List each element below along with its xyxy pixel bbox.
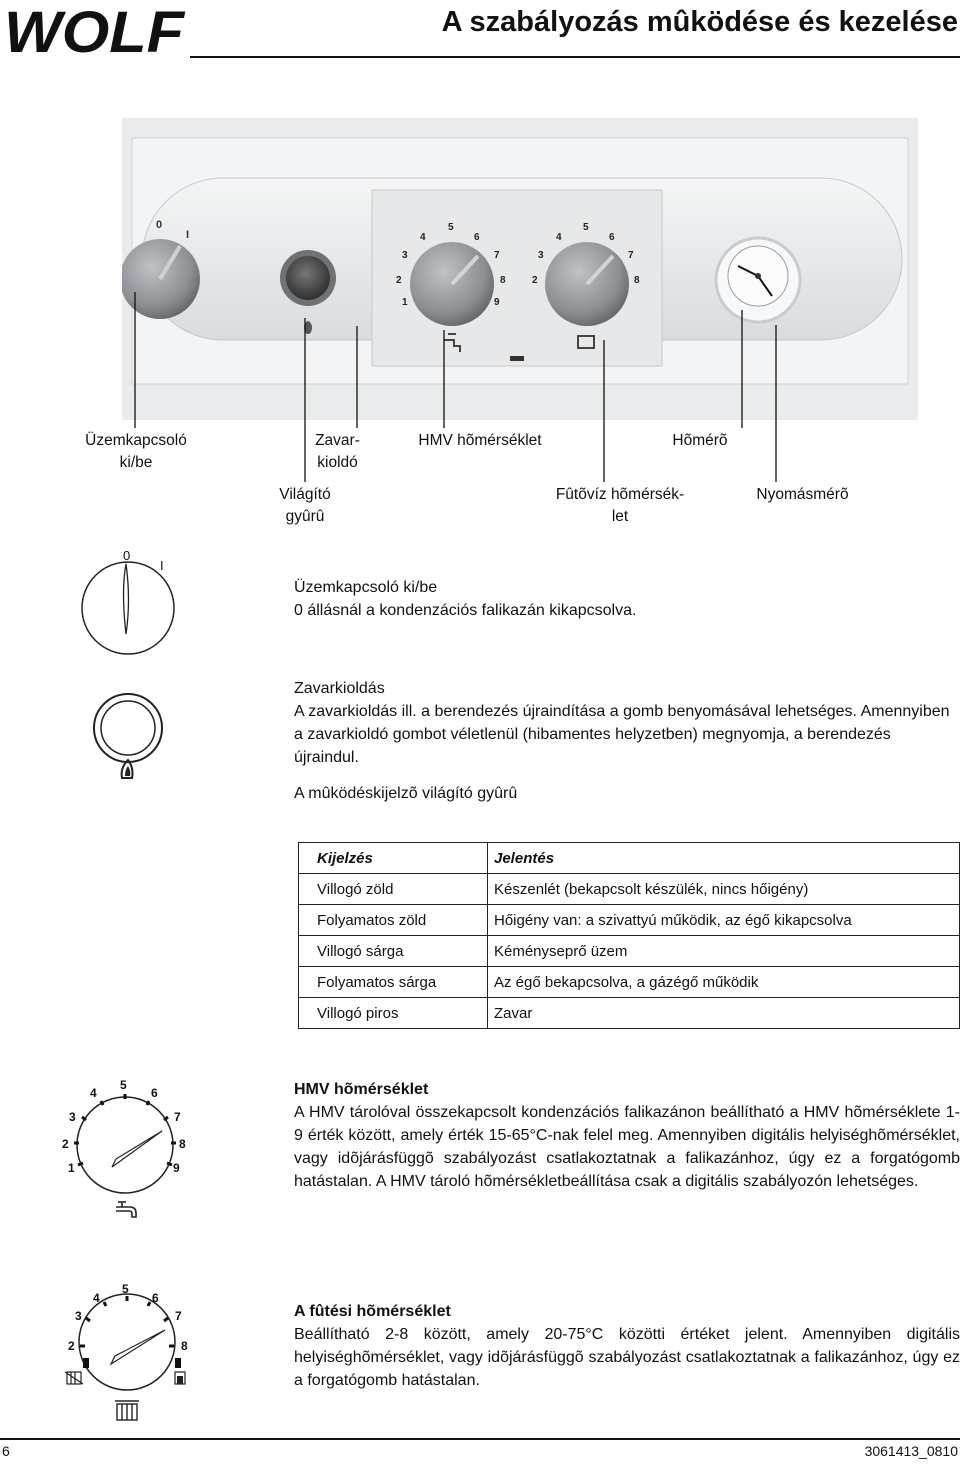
- dhw-dial-label-9: 9: [173, 1161, 180, 1175]
- title-rule: [190, 56, 960, 58]
- control-panel-photo: [122, 118, 918, 420]
- svg-text:6: 6: [609, 232, 615, 243]
- switch-label-0: 0: [123, 548, 131, 563]
- switch-title: Üzemkapcsoló ki/be: [294, 579, 438, 596]
- dhw-dial-label-3: 3: [69, 1110, 76, 1124]
- svg-text:9: 9: [494, 297, 500, 308]
- thermometer-gauge-photo: [716, 238, 800, 322]
- table-cell-meaning: Zavar: [488, 998, 960, 1029]
- main-switch-diagram: [70, 540, 200, 660]
- svg-text:8: 8: [634, 275, 640, 286]
- table-row: [299, 967, 960, 998]
- dhw-dial-label-5: 5: [120, 1078, 127, 1092]
- page-number: 6: [2, 1443, 10, 1459]
- svg-text:I: I: [186, 229, 190, 241]
- svg-text:5: 5: [583, 222, 589, 233]
- ring-title: A mûködéskijelzõ világító gyûrû: [294, 785, 518, 802]
- heating-title: A fûtési hõmérséklet: [294, 1303, 451, 1320]
- tap-icon: [116, 1202, 136, 1217]
- radiator-icon: [115, 1401, 139, 1420]
- table-header-row: [299, 843, 960, 874]
- table-cell-meaning: Hőigény van: a szivattyú működik, az égő kikapcsolva: [488, 905, 960, 936]
- callout-heating-temp: Fûtõvíz hõmérsék- let: [555, 486, 685, 525]
- svg-text:7: 7: [494, 250, 500, 261]
- callout-pressure-gauge: Nyomásmérõ: [756, 486, 849, 503]
- dhw-dial-label-1: 1: [68, 1161, 75, 1175]
- dhw-dial-label-6: 6: [151, 1086, 158, 1100]
- svg-text:3: 3: [402, 250, 408, 261]
- table-header-indication: Kijelzés: [299, 843, 488, 874]
- reset-section-text: [294, 677, 960, 769]
- svg-text:8: 8: [500, 275, 506, 286]
- table-row: [299, 905, 960, 936]
- svg-text:WOLF: WOLF: [4, 0, 186, 58]
- table-cell-indication: Villogó zöld: [299, 874, 488, 905]
- heating-dial-label-5: 5: [122, 1282, 129, 1296]
- heating-dial-label-4: 4: [93, 1291, 100, 1305]
- callout-reset: Zavar- kioldó: [315, 432, 360, 471]
- callout-thermometer: Hõmérõ: [672, 432, 728, 449]
- switch-section-text: [294, 576, 934, 622]
- heating-dial-label-7: 7: [175, 1309, 182, 1323]
- callout-light-ring: Világító gyûrû: [279, 486, 331, 525]
- table-cell-indication: Folyamatos sárga: [299, 967, 488, 998]
- switch-label-1: I: [160, 558, 164, 573]
- dhw-dial-diagram: [50, 1075, 200, 1235]
- svg-text:6: 6: [474, 232, 480, 243]
- table-cell-indication: Folyamatos zöld: [299, 905, 488, 936]
- heating-dial-label-3: 3: [75, 1309, 82, 1323]
- dhw-description: A HMV tárolóval összekapcsolt kondenzációs falikazánon beállítható a HMV hõmérséklete 1-9 érték között, amely érték 15-65°C-nak felel meg. Amennyiben digitális helyiséghõmérséklet, vagy idõjárásfüggõ szabályozást csatlakoztatnak a falikazánhoz, úgy ez a forgatógomb hatástalan. A HMV tároló hõmérsékletbeállítása csak a digitális szabályozón lehetséges.: [294, 1104, 960, 1190]
- dhw-dial-label-2: 2: [62, 1137, 69, 1151]
- svg-text:2: 2: [532, 275, 538, 286]
- svg-text:5: 5: [448, 222, 454, 233]
- reset-button-diagram: [80, 686, 180, 786]
- dhw-dial-label-4: 4: [90, 1086, 97, 1100]
- chimney-sweep-icon: [175, 1372, 185, 1384]
- reset-title: Zavarkioldás: [294, 680, 385, 697]
- switch-description: 0 állásnál a kondenzációs falikazán kikapcsolva.: [294, 602, 637, 619]
- heating-description: Beállítható 2-8 között, amely 20-75°C közötti értéket jelent. Amennyiben digitális helyiséghõmérséklet, vagy idõjárásfüggõ szabályozást csatlakoztatnak a falikazánhoz, úgy ez a forgatógomb hatástalan.: [294, 1326, 960, 1389]
- table-cell-meaning: Kéményseprő üzem: [488, 936, 960, 967]
- heating-dial-diagram: [55, 1280, 205, 1425]
- table-cell-indication: Villogó piros: [299, 998, 488, 1029]
- document-code: 3061413_0810: [864, 1443, 958, 1459]
- page-title: A szabályozás mûködése és kezelése: [441, 6, 958, 38]
- heating-dial-label-8: 8: [181, 1339, 188, 1353]
- table-cell-meaning: Az égő bekapcsolva, a gázégő működik: [488, 967, 960, 998]
- svg-text:4: 4: [556, 232, 562, 243]
- dhw-section-text: [294, 1078, 960, 1193]
- svg-text:0: 0: [156, 219, 163, 231]
- svg-text:1: 1: [402, 297, 408, 308]
- wolf-logo: [0, 0, 190, 58]
- callout-dhw-temp: HMV hõmérséklet: [418, 432, 542, 449]
- callout-main-switch: Üzemkapcsoló ki/be: [85, 432, 187, 471]
- table-row: [299, 936, 960, 967]
- heating-dial-label-2: 2: [68, 1339, 75, 1353]
- footer-rule: [0, 1438, 960, 1440]
- heating-dial-label-6: 6: [152, 1291, 159, 1305]
- dhw-title: HMV hõmérséklet: [294, 1081, 429, 1098]
- table-header-meaning: Jelentés: [488, 843, 960, 874]
- svg-text:7: 7: [628, 250, 634, 261]
- radiator-icon-small: [65, 1372, 83, 1384]
- light-ring-status-table: [298, 842, 960, 1029]
- table-row: [299, 874, 960, 905]
- reset-description: A zavarkioldás ill. a berendezés újraindítása a gomb benyomásával lehetséges. Amennyiben a zavarkioldó gombot véletlenül (hibamentes helyzetben) megnyomja, a berendezés újraindul.: [294, 703, 950, 766]
- svg-text:3: 3: [538, 250, 544, 261]
- table-row: [299, 998, 960, 1029]
- table-cell-indication: Villogó sárga: [299, 936, 488, 967]
- svg-text:2: 2: [396, 275, 402, 286]
- table-cell-meaning: Készenlét (bekapcsolt készülék, nincs hőigény): [488, 874, 960, 905]
- heating-section-text: [294, 1300, 960, 1392]
- dhw-dial-label-7: 7: [174, 1110, 181, 1124]
- svg-text:4: 4: [420, 232, 426, 243]
- dhw-dial-label-8: 8: [179, 1137, 186, 1151]
